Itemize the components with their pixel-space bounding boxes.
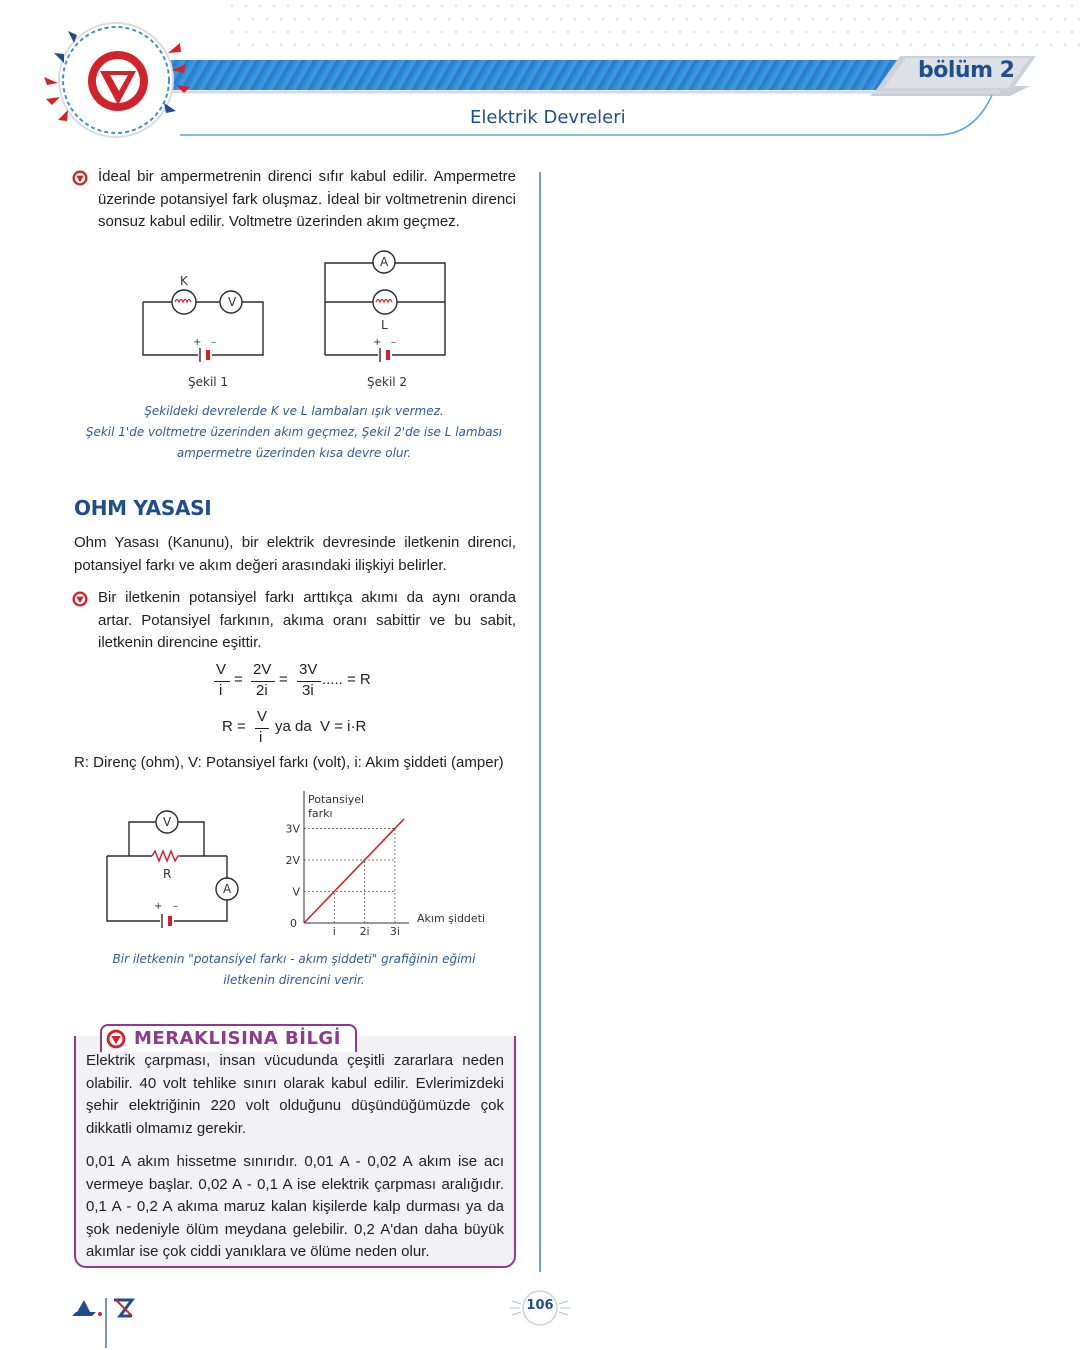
x-tick-label: i <box>332 925 336 938</box>
note-line: Şekil 1'de voltmetre üzerinden akım geçmez, Şekil 2'de ise L lambası <box>85 425 503 439</box>
minus-sign: – <box>211 337 216 348</box>
y-axis-label: Potansiyel <box>308 793 365 806</box>
fraction-num: 3V <box>299 661 318 678</box>
fraction-den: i <box>259 729 263 746</box>
ohm-circuit <box>100 810 245 935</box>
chapter-label: bölüm 2 <box>918 58 1015 83</box>
equals-sign: = <box>279 671 288 688</box>
series-line <box>304 819 404 923</box>
origin-label: 0 <box>290 917 297 930</box>
formula-rest: ya da V = i·R <box>275 718 367 735</box>
info-box-title-text: MERAKLISINA BİLGİ <box>134 1028 341 1049</box>
equals-sign: = <box>234 671 243 688</box>
bullet-icon <box>72 170 88 186</box>
note-line: Şekildeki devrelerde K ve L lambaları ışık vermez. <box>144 404 444 418</box>
variable-legend: R: Direnç (ohm), V: Potansiyel farkı (volt), i: Akım şiddeti (amper) <box>74 754 504 771</box>
vi-chart <box>270 785 490 945</box>
footer-logos <box>70 1292 140 1350</box>
formula-ratio <box>210 661 410 703</box>
ohm-intro: Ohm Yasası (Kanunu), bir elektrik devresinde iletkenin direnci, potansiyel farkı ve akım değeri arasındaki ilişkiyi belirler. <box>74 534 516 574</box>
x-tick-label: 2i <box>359 925 370 938</box>
info-paragraph-1: Elektrik çarpması, insan vücudunda çeşitli zararlara neden olabilir. 40 volt tehlike sınırı olarak kabul edilir. Evlerimizdeki şehir elektriğinin 220 volt olduğunu düşündüğümüzde çok dikkatli olmamız gerekir. <box>86 1052 504 1137</box>
circuit-figures <box>130 248 460 398</box>
page-number: 106 <box>526 1298 554 1313</box>
note-line: ampermetre üzerinden kısa devre olur. <box>176 446 412 460</box>
fraction-num: V <box>257 708 268 725</box>
formula-resistance <box>222 708 422 748</box>
label-v: V <box>163 815 172 829</box>
label-r: R <box>163 867 172 881</box>
figure2-caption <box>74 949 514 991</box>
info-box-title <box>100 1024 357 1052</box>
caption-line: iletkenin direncini verir. <box>223 973 365 987</box>
label-k: K <box>180 274 188 288</box>
info-box <box>74 1036 516 1268</box>
plus-sign: + <box>154 901 163 912</box>
fraction-num: 2V <box>253 661 272 678</box>
y-tick-label: 2V <box>285 853 300 867</box>
fraction-den: 3i <box>302 682 314 699</box>
ohm-bullet-text: Bir iletkenin potansiyel farkı arttıkça akımı da aynı oranda artar. Potansiyel farkının, akıma oranı sabittir ve bu sabit, iletkenin direncine eşittir. <box>98 589 516 651</box>
minus-sign: – <box>391 337 396 348</box>
minus-sign: – <box>173 901 178 912</box>
section-heading: OHM YASASI <box>74 496 212 520</box>
circuit-1 <box>143 302 263 355</box>
y-axis-label: farkı <box>308 807 333 820</box>
bullet-icon <box>72 591 88 607</box>
caption-line: Bir iletkenin "potansiyel farkı - akım şiddeti" grafiğinin eğimi <box>112 952 476 966</box>
x-tick-label: 3i <box>389 925 400 938</box>
column-divider <box>539 172 541 1272</box>
logo-icon <box>106 1029 126 1049</box>
resistor-icon <box>152 851 180 861</box>
label-a: A <box>223 882 232 896</box>
x-axis-label: Akım şiddeti <box>417 912 486 925</box>
figure1-note <box>74 401 514 464</box>
page-title: Elektrik Devreleri <box>470 107 626 128</box>
publisher-mark-icon <box>76 1300 90 1314</box>
label-v: V <box>228 295 237 309</box>
fraction-den: i <box>219 682 223 699</box>
formula-tail: ..... = R <box>322 671 371 688</box>
info-paragraph-2: 0,01 A akım hissetme sınırıdır. 0,01 A - 0,02 A akım ise acı vermeye başlar. 0,02 A - 0,1 A ise elektrik çarpması aralığıdır. 0,1 A - 0,2 A akıma maruz kalan kişilerde kalp durması ya da şok nedeniyle ölüm meydana gelebilir. 0,2 A'dan daha büyük akımlar ise çok ciddi yanıklara ve ölüme neden olur. <box>86 1153 504 1260</box>
label-l: L <box>381 318 388 332</box>
ideal-meter-text: İdeal bir ampermetrenin direnci sıfır kabul edilir. Ampermetre üzerinde potansiyel fark oluşmaz. İdeal bir voltmetrenin direnci sonsuz kabul edilir. Voltmetre üzerinden akım geçmez. <box>98 168 516 230</box>
fraction-num: V <box>216 661 227 678</box>
formula-lhs: R = <box>222 718 246 735</box>
plus-sign: + <box>193 337 202 348</box>
label-a: A <box>380 255 389 269</box>
figure-caption-2: Şekil 2 <box>367 375 408 389</box>
plus-sign: + <box>373 337 382 348</box>
publisher-logo <box>38 15 196 145</box>
fraction-den: 2i <box>256 682 268 699</box>
y-tick-label: 3V <box>285 822 300 836</box>
figure-caption-1: Şekil 1 <box>188 375 229 389</box>
y-tick-label: V <box>292 885 300 899</box>
